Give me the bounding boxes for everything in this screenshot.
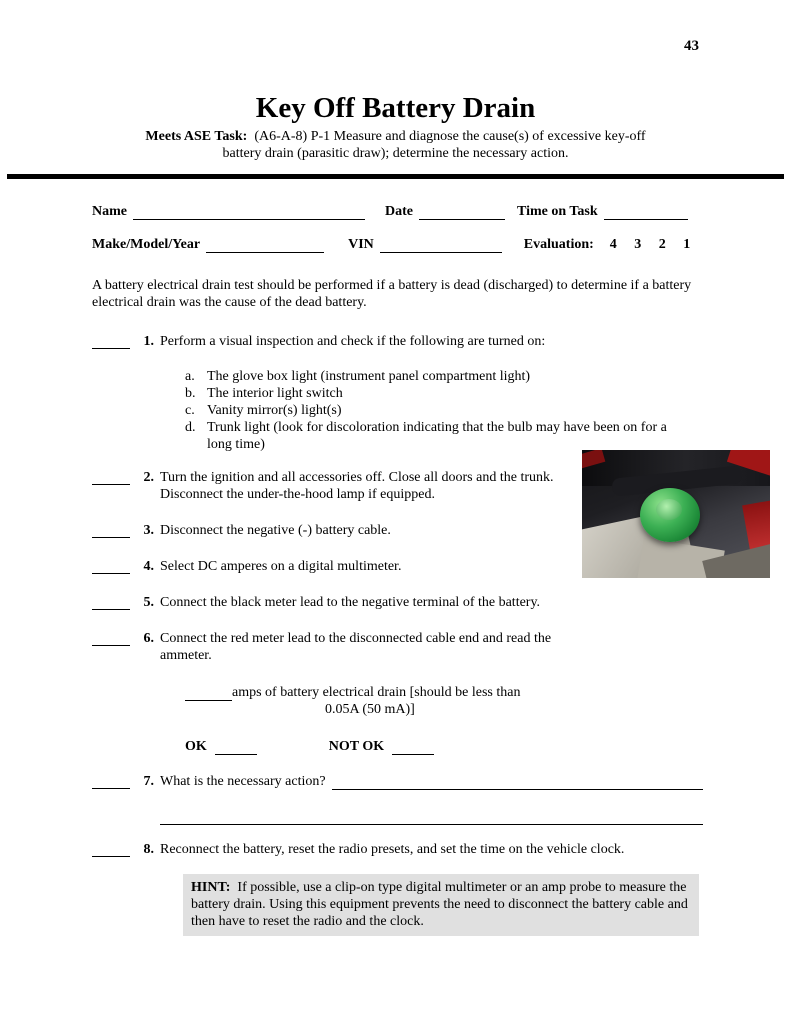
vin-label: VIN (348, 237, 374, 252)
hint-box (183, 874, 699, 936)
date-blank (419, 206, 505, 220)
step-6 (92, 630, 703, 664)
subitem-c-text: Vanity mirror(s) light(s) (207, 403, 342, 418)
step-5 (92, 594, 703, 611)
ase-task-text-1: (A6-A-8) P-1 Measure and diagnose the cause(s) of excessive key-off (254, 129, 646, 144)
subitem-b-text: The interior light switch (207, 386, 343, 401)
step-2-number: 2. (143, 470, 154, 485)
time-on-task-label: Time on Task (517, 204, 598, 219)
step-5-checkoff-blank (92, 596, 130, 610)
make-model-year-label: Make/Model/Year (92, 237, 201, 252)
step-4-checkoff-blank (92, 560, 130, 574)
step-6-number: 6. (143, 631, 154, 646)
step-7-question-line (160, 773, 703, 790)
ase-task-block (0, 128, 791, 162)
step-3-checkoff-blank (92, 524, 130, 538)
evaluation-label: Evaluation: (523, 237, 594, 252)
hint-text: If possible, use a clip-on type digital multimeter or an amp probe to measure the battery drain. Using this equipment prevents the need to disconnect the battery cable and then have to reset the radio and the clock. (191, 880, 688, 929)
make-model-year-blank (206, 239, 324, 253)
ase-task-label: Meets ASE Task: (145, 129, 248, 144)
form-row-name-date-time (92, 203, 703, 220)
subitem-a-letter: a. (185, 369, 195, 384)
amps-reading-block (185, 684, 703, 718)
step-5-number: 5. (143, 595, 154, 610)
step-3-text: Disconnect the negative (-) battery cable. (160, 523, 391, 538)
subitem-a (185, 368, 703, 385)
step-7-checkoff-blank (92, 775, 130, 789)
form-row-make-vin-eval (92, 236, 703, 253)
subitem-d (185, 419, 703, 453)
subitem-c (185, 402, 703, 419)
subitem-b-letter: b. (185, 386, 196, 401)
ase-task-line-2: battery drain (parasitic draw); determine the necessary action. (222, 146, 569, 161)
step-8-checkoff-blank (92, 843, 130, 857)
amps-text-2: 0.05A (50 mA)] (325, 702, 415, 717)
date-label: Date (385, 204, 413, 219)
name-label: Name (92, 204, 127, 219)
vin-blank (380, 239, 502, 253)
subitem-d-text: Trunk light (look for discoloration indicating that the bulb may have been on for a long time) (207, 420, 667, 452)
step-6-checkoff-blank (92, 632, 130, 646)
not-ok-blank (392, 741, 434, 755)
ase-task-line-1 (0, 128, 791, 145)
step-8-number: 8. (143, 842, 154, 857)
page-number: 43 (684, 38, 699, 54)
step-1-number: 1. (143, 334, 154, 349)
amps-line-1 (185, 684, 703, 701)
battery-terminal-photo (582, 450, 770, 578)
step-2-text: Turn the ignition and all accessories off. Close all doors and the trunk. Disconnect the under-the-hood lamp if equipped. (160, 470, 554, 502)
hint-label: HINT: (191, 880, 231, 895)
ok-blank (215, 741, 257, 755)
step-1 (92, 333, 703, 350)
time-on-task-blank (604, 206, 688, 220)
subitem-c-letter: c. (185, 403, 195, 418)
subitem-b (185, 385, 703, 402)
ok-label: OK (185, 739, 207, 754)
step-5-text: Connect the black meter lead to the negative terminal of the battery. (160, 595, 541, 610)
evaluation-scale: 4 3 2 1 (609, 237, 691, 252)
step-4-number: 4. (143, 559, 154, 574)
step-1-checkoff-blank (92, 335, 130, 349)
photo-green-wing-nut-center (656, 499, 682, 520)
name-blank (133, 206, 365, 220)
answer-blank-line-2 (160, 810, 703, 825)
photo-green-wing-nut (640, 488, 700, 542)
subitem-d-letter: d. (185, 420, 196, 435)
answer-blank-line-1 (332, 776, 703, 790)
divider-rule (7, 174, 784, 179)
ok-notok-row (185, 738, 703, 755)
page-title: Key Off Battery Drain (255, 92, 536, 124)
step-8 (92, 841, 703, 858)
step-6-text: Connect the red meter lead to the disconnected cable end and read the ammeter. (160, 631, 552, 663)
not-ok-label: NOT OK (328, 739, 385, 754)
step-2-checkoff-blank (92, 471, 130, 485)
amps-value-blank (185, 687, 232, 701)
amps-text-1: amps of battery electrical drain [should be less than (232, 685, 521, 700)
step-1-sublist (185, 368, 703, 453)
step-4-text: Select DC amperes on a digital multimeter. (160, 559, 402, 574)
step-1-text: Perform a visual inspection and check if the following are turned on: (160, 334, 546, 349)
step-3-number: 3. (143, 523, 154, 538)
step-7 (92, 773, 703, 790)
subitem-a-text: The glove box light (instrument panel compartment light) (207, 369, 531, 384)
intro-paragraph: A battery electrical drain test should be performed if a battery is dead (discharged) to determine if a battery electrical drain was the cause of the dead battery. (92, 278, 692, 310)
step-8-text: Reconnect the battery, reset the radio presets, and set the time on the vehicle clock. (160, 842, 625, 857)
step-7-number: 7. (143, 774, 154, 789)
step-7-text: What is the necessary action? (160, 774, 326, 789)
